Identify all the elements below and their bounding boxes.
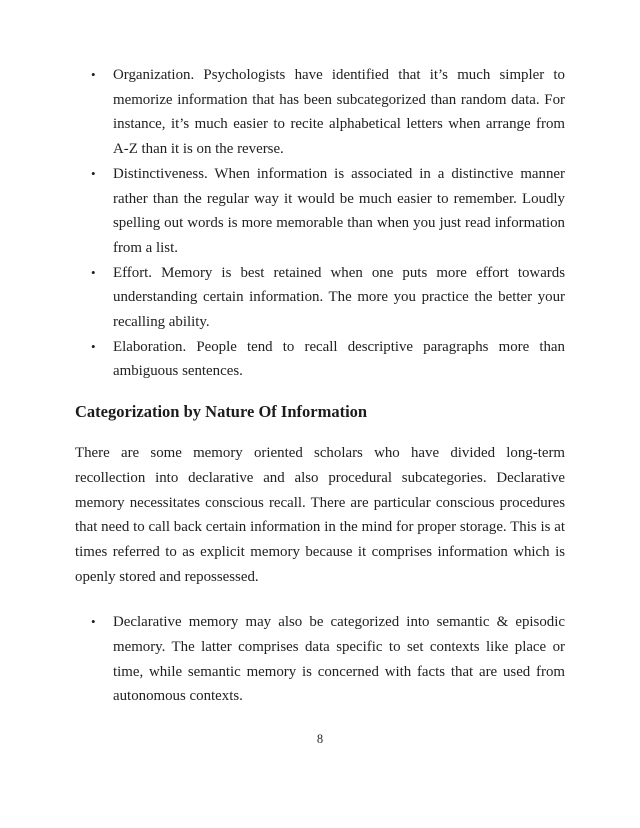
body-paragraph: There are some memory oriented scholars who have divided long-term recollection into declarative and also procedural subcategories. Declarative memory necessitates conscious recall. There are particular conscious procedures that need to call back certain information in the mind for proper storage. This is at times referred to as explicit memory because it comprises information which is openly stored and repossessed. bbox=[75, 445, 565, 585]
page-number: 8 bbox=[316, 732, 324, 746]
memory-principles-list bbox=[75, 63, 565, 384]
list-item-elaboration: • Elaboration. People tend to recall descriptive paragraphs more than ambiguous sentences. bbox=[113, 335, 565, 384]
list-item-effort: • Effort. Memory is best retained when one puts more effort towards understanding certain information. The more you practice the better your recalling ability. bbox=[113, 261, 565, 335]
list-item-organization: • Organization. Psychologists have identified that it’s much simpler to memorize information that has been subcategorized than random data. For instance, it’s much easier to recite alphabetical letters when arrange from A-Z than it is on the reverse. bbox=[113, 63, 565, 162]
section-heading: Categorization by Nature Of Information bbox=[75, 402, 368, 422]
declarative-memory-list bbox=[75, 610, 565, 709]
list-item-distinctiveness: • Distinctiveness. When information is associated in a distinctive manner rather than the regular way it would be much easier to remember. Loudly spelling out words is more memorable than when you just read information from a list. bbox=[113, 162, 565, 261]
list-item-declarative-memory: • Declarative memory may also be categorized into semantic & episodic memory. The latter comprises data specific to set contexts like place or time, while semantic memory is concerned with facts that are used from autonomous contexts. bbox=[113, 610, 565, 709]
